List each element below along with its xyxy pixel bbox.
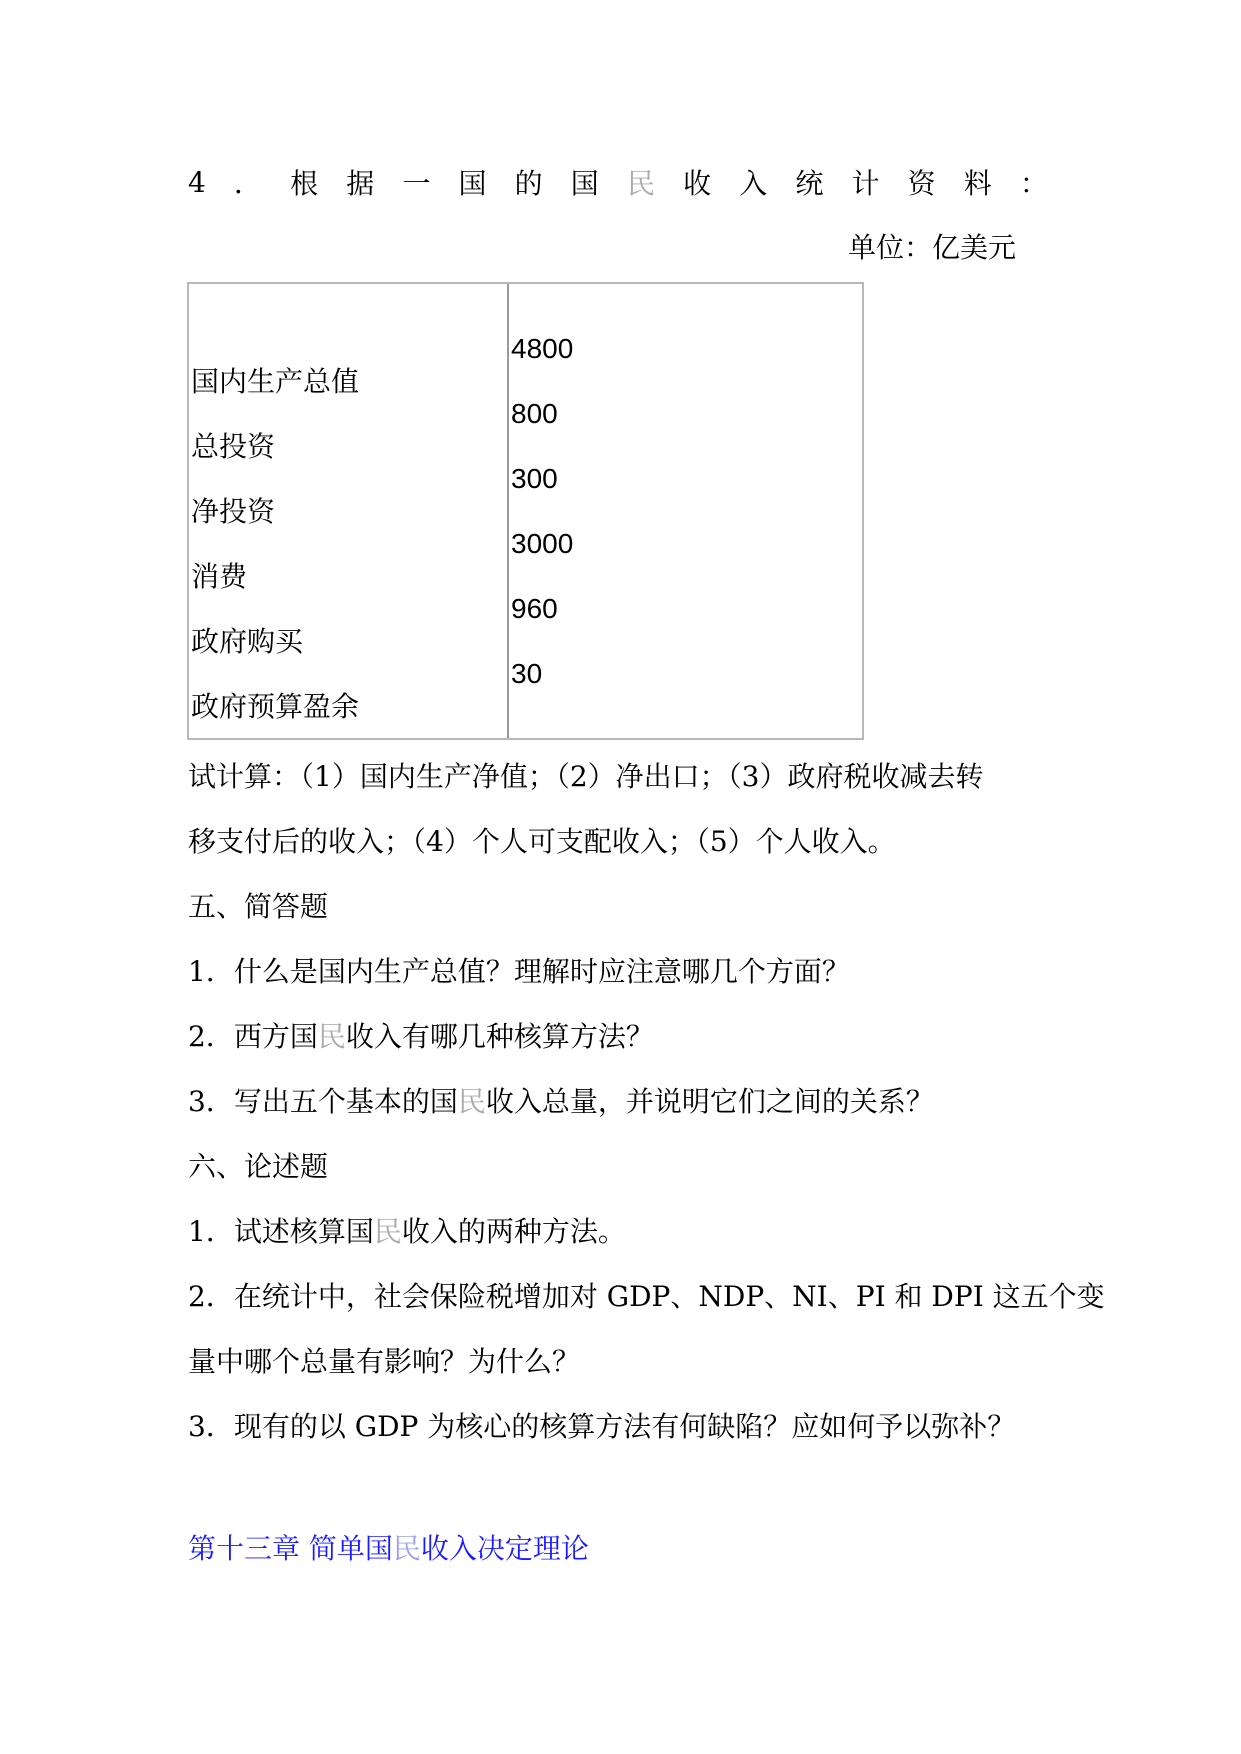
- heading-char: 国: [570, 167, 599, 200]
- heading-char: 民: [626, 167, 655, 200]
- task-line-1: 试计算：（1）国内生产净值；（2）净出口；（3）政府税收减去转: [188, 760, 984, 793]
- table-label-gdp: 国内生产总值: [191, 365, 360, 398]
- heading-char: 统: [795, 167, 824, 200]
- section-5-question-1: 1．什么是国内生产总值？理解时应注意哪几个方面？: [188, 955, 850, 988]
- heading-char: 料: [963, 167, 992, 200]
- heading-char: 的: [514, 167, 543, 200]
- text-segment: 收入总量，并说明它们之间的关系？: [485, 1085, 934, 1118]
- section-5-question-3: [188, 1082, 934, 1122]
- heading-char: 一: [402, 167, 431, 200]
- heading-char: 根: [290, 167, 319, 200]
- text-segment: 收入的两种方法。: [401, 1215, 626, 1248]
- section-6-title: 六、论述题: [188, 1150, 329, 1183]
- text-segment: 第十三章 简单国: [188, 1532, 393, 1565]
- heading-char: 入: [739, 167, 768, 200]
- question-4-heading: [188, 160, 1048, 204]
- section-5-title: 五、简答题: [188, 890, 329, 923]
- table-label-net-investment: 净投资: [191, 495, 276, 528]
- section-6-question-1: [188, 1212, 626, 1252]
- text-segment: 3．写出五个基本的国: [188, 1085, 458, 1118]
- heading-char: 资: [907, 167, 936, 200]
- heading-char: 国: [458, 167, 487, 200]
- section-5-question-2: [188, 1017, 654, 1057]
- section-6-question-2-line-1: 2．在统计中，社会保险税增加对 GDP、NDP、NI、PI 和 DPI 这五个变: [188, 1280, 1105, 1313]
- text-segment: 收入有哪几种核算方法？: [345, 1020, 654, 1053]
- text-segment: 2．西方国: [188, 1020, 318, 1053]
- table-label-government-purchases: 政府购买: [191, 625, 304, 658]
- section-6-question-3: 3．现有的以 GDP 为核心的核算方法有何缺陷？应如何予以弥补？: [188, 1410, 1016, 1443]
- table-value-gdp: 4800: [511, 333, 574, 364]
- income-statistics-table: [187, 282, 864, 740]
- table-label-budget-surplus: 政府预算盈余: [191, 690, 360, 723]
- table-value-consumption: 3000: [511, 528, 574, 559]
- chapter-13-title: [188, 1529, 589, 1569]
- heading-char: 收: [683, 167, 712, 200]
- heading-char: ．: [233, 167, 262, 200]
- table-label-gross-investment: 总投资: [191, 430, 276, 463]
- table-value-government-purchases: 960: [511, 593, 558, 624]
- table-value-budget-surplus: 30: [511, 658, 543, 689]
- section-6-question-2-line-2: 量中哪个总量有影响？为什么？: [188, 1345, 581, 1378]
- text-segment: 收入决定理论: [420, 1532, 589, 1565]
- table-value-net-investment: 300: [511, 463, 558, 494]
- unit-label: 单位：亿美元: [848, 231, 1017, 264]
- table-value-gross-investment: 800: [511, 398, 558, 429]
- text-segment: 民: [392, 1532, 421, 1565]
- text-segment: 民: [317, 1020, 346, 1053]
- heading-char: 计: [851, 167, 880, 200]
- text-segment: 民: [373, 1215, 402, 1248]
- task-line-2: 移支付后的收入；（4）个人可支配收入；（5）个人收入。: [188, 825, 896, 858]
- table-label-consumption: 消费: [191, 560, 248, 593]
- text-segment: 1．试述核算国: [188, 1215, 374, 1248]
- text-segment: 民: [457, 1085, 486, 1118]
- column-divider: [507, 284, 509, 738]
- heading-char: 4: [188, 165, 206, 199]
- heading-char: 据: [346, 167, 375, 200]
- heading-char: ：: [1019, 167, 1048, 200]
